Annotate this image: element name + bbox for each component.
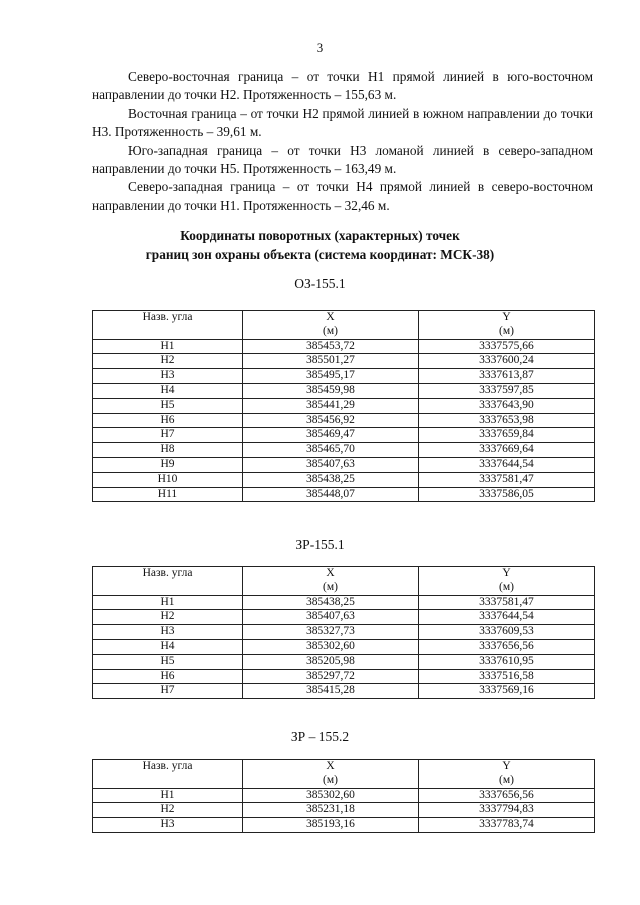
cell-x: 385407,63 — [243, 610, 419, 625]
coordinates-table-oz-155-1 — [92, 310, 595, 502]
cell-x: 385453,72 — [243, 339, 419, 354]
cell-y: 3337575,66 — [418, 339, 594, 354]
table-row — [93, 803, 595, 818]
table-row — [93, 428, 595, 443]
header-point-name: Назв. угла — [93, 760, 243, 789]
header-x-unit: (м) — [323, 580, 338, 593]
paragraph-northwest: Северо-западная граница – от точки Н4 прямой линией в северо-восточном направлении до точки Н1. Протяженность – 32,46 м. — [92, 179, 593, 213]
cell-point-name: Н5 — [93, 654, 243, 669]
header-x-unit: (м) — [323, 773, 338, 786]
cell-point-name: Н4 — [93, 383, 243, 398]
cell-point-name: Н3 — [93, 625, 243, 640]
header-x — [243, 311, 419, 340]
cell-point-name: Н11 — [93, 487, 243, 502]
cell-point-name: Н2 — [93, 610, 243, 625]
cell-point-name: Н3 — [93, 369, 243, 384]
cell-point-name: Н4 — [93, 639, 243, 654]
cell-y: 3337516,58 — [418, 669, 594, 684]
cell-point-name: Н5 — [93, 398, 243, 413]
cell-y: 3337643,90 — [418, 398, 594, 413]
table-row — [93, 654, 595, 669]
cell-y: 3337644,54 — [418, 610, 594, 625]
cell-x: 385297,72 — [243, 669, 419, 684]
cell-x: 385469,47 — [243, 428, 419, 443]
table-row — [93, 639, 595, 654]
table-row — [93, 369, 595, 384]
boundary-description — [92, 68, 593, 215]
coordinates-table-zr-155-2 — [92, 759, 595, 833]
table-row — [93, 684, 595, 699]
cell-x: 385438,25 — [243, 595, 419, 610]
cell-x: 385465,70 — [243, 443, 419, 458]
cell-point-name: Н1 — [93, 339, 243, 354]
section-heading — [0, 226, 640, 264]
header-y-label: Y — [502, 567, 511, 579]
cell-x: 385205,98 — [243, 654, 419, 669]
header-point-name: Назв. угла — [93, 567, 243, 596]
header-y-unit: (м) — [499, 773, 514, 786]
cell-point-name: Н1 — [93, 595, 243, 610]
header-point-name: Назв. угла — [93, 311, 243, 340]
table-row — [93, 383, 595, 398]
table-title-zr-155-1: ЗР-155.1 — [295, 537, 345, 552]
cell-x: 385302,60 — [243, 639, 419, 654]
cell-x: 385495,17 — [243, 369, 419, 384]
cell-x: 385456,92 — [243, 413, 419, 428]
cell-x: 385438,25 — [243, 472, 419, 487]
cell-y: 3337581,47 — [418, 472, 594, 487]
cell-x: 385415,28 — [243, 684, 419, 699]
paragraph-southwest: Юго-западная граница – от точки Н3 ломаной линией в северо-западном направлении до точки Н5. Протяженность – 163,49 м. — [92, 142, 593, 177]
cell-y: 3337656,56 — [418, 788, 594, 803]
cell-y: 3337597,85 — [418, 383, 594, 398]
cell-y: 3337581,47 — [418, 595, 594, 610]
cell-x: 385407,63 — [243, 457, 419, 472]
cell-point-name: Н9 — [93, 457, 243, 472]
cell-y: 3337669,64 — [418, 443, 594, 458]
cell-x: 385441,29 — [243, 398, 419, 413]
cell-y: 3337609,53 — [418, 625, 594, 640]
header-x-label: X — [326, 311, 335, 323]
cell-point-name: Н10 — [93, 472, 243, 487]
cell-point-name: Н6 — [93, 413, 243, 428]
table-row — [93, 457, 595, 472]
cell-y: 3337653,98 — [418, 413, 594, 428]
table-row — [93, 398, 595, 413]
cell-x: 385327,73 — [243, 625, 419, 640]
table-row — [93, 443, 595, 458]
cell-point-name: Н3 — [93, 818, 243, 833]
paragraph-east: Восточная граница – от точки Н2 прямой линией в южном направлении до точки Н3. Протяженность – 39,61 м. — [92, 105, 593, 140]
table-row — [93, 610, 595, 625]
table-row — [93, 413, 595, 428]
table-row — [93, 339, 595, 354]
table-header-row — [93, 311, 595, 340]
cell-y: 3337610,95 — [418, 654, 594, 669]
coordinates-table-zr-155-1 — [92, 566, 595, 699]
header-y-unit: (м) — [499, 324, 514, 337]
heading-line-2: границ зон охраны объекта (система координат: МСК-38) — [145, 247, 495, 262]
cell-point-name: Н7 — [93, 684, 243, 699]
table-row — [93, 669, 595, 684]
cell-y: 3337586,05 — [418, 487, 594, 502]
cell-y: 3337659,84 — [418, 428, 594, 443]
header-y — [418, 567, 594, 596]
header-x — [243, 760, 419, 789]
table-title-oz-155-1: ОЗ-155.1 — [294, 276, 346, 291]
cell-point-name: Н8 — [93, 443, 243, 458]
table-row — [93, 625, 595, 640]
table-row — [93, 595, 595, 610]
table-header-row — [93, 567, 595, 596]
cell-y: 3337644,54 — [418, 457, 594, 472]
cell-point-name: Н2 — [93, 354, 243, 369]
table-row — [93, 354, 595, 369]
cell-point-name: Н1 — [93, 788, 243, 803]
cell-x: 385448,07 — [243, 487, 419, 502]
header-y — [418, 311, 594, 340]
cell-y: 3337569,16 — [418, 684, 594, 699]
cell-y: 3337794,83 — [418, 803, 594, 818]
cell-x: 385302,60 — [243, 788, 419, 803]
header-y — [418, 760, 594, 789]
cell-y: 3337656,56 — [418, 639, 594, 654]
cell-y: 3337783,74 — [418, 818, 594, 833]
cell-point-name: Н6 — [93, 669, 243, 684]
header-y-unit: (м) — [499, 580, 514, 593]
heading-line-1: Координаты поворотных (характерных) точек — [180, 228, 460, 243]
cell-y: 3337600,24 — [418, 354, 594, 369]
cell-x: 385459,98 — [243, 383, 419, 398]
header-x-unit: (м) — [323, 324, 338, 337]
header-y-label: Y — [502, 760, 511, 772]
table-title-zr-155-2: ЗР – 155.2 — [290, 729, 350, 744]
table-row — [93, 472, 595, 487]
header-y-label: Y — [502, 311, 511, 323]
table-header-row — [93, 760, 595, 789]
table-row — [93, 788, 595, 803]
table-row — [93, 818, 595, 833]
header-x — [243, 567, 419, 596]
header-x-label: X — [326, 760, 335, 772]
cell-y: 3337613,87 — [418, 369, 594, 384]
paragraph-northeast: Северо-восточная граница – от точки Н1 прямой линией в юго-восточном направлении до точки Н2. Протяженность – 155,63 м. — [92, 69, 593, 103]
cell-x: 385231,18 — [243, 803, 419, 818]
cell-point-name: Н2 — [93, 803, 243, 818]
page-number: 3 — [316, 40, 324, 55]
cell-x: 385501,27 — [243, 354, 419, 369]
cell-point-name: Н7 — [93, 428, 243, 443]
header-x-label: X — [326, 567, 335, 579]
table-row — [93, 487, 595, 502]
cell-x: 385193,16 — [243, 818, 419, 833]
